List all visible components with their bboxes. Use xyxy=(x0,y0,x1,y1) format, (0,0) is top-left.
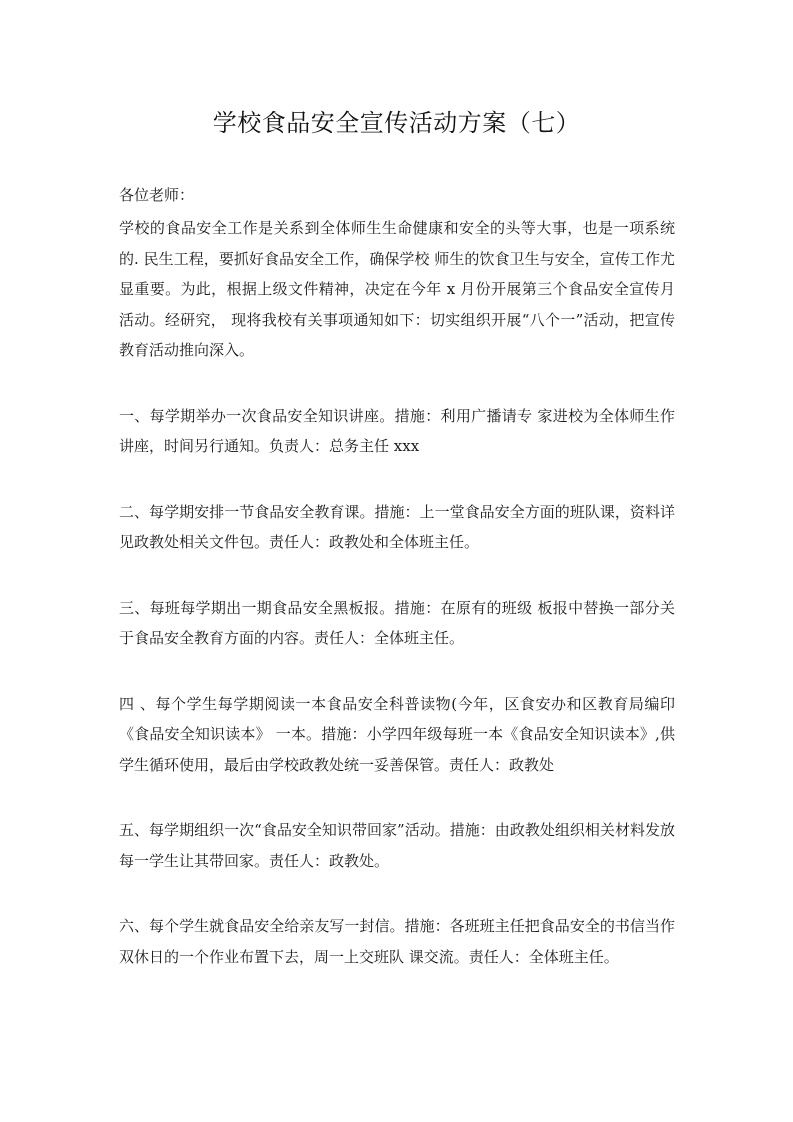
measure-item-4: 四 、每个学生每学期阅读一本食品安全科普读物(今年，区食安办和区教育局编印《食品安全知识读本》 一本。措施：小学四年级每班一本《食品安全知识读本》,供学生循环使用，最后由学校政教处统一妥善保管。责任人：政教处 xyxy=(119,694,675,774)
measure-item-6: 六、每个学生就食品安全给亲友写一封信。措施：各班班主任把食品安全的书信当作双休日的一个作业布置下去，周一上交班队 课交流。责任人：全体班主任。 xyxy=(119,917,675,966)
greeting: 各位老师： xyxy=(119,186,195,204)
intro-paragraph: 学校的食品安全工作是关系到全体师生生命健康和安全的头等大事，也是一项系统的. 民生工程，要抓好食品安全工作，确保学校 师生的饮食卫生与安全，宣传工作尤显重要。为此，根据上级文件精神，决定在今年 x 月份开展第三个食品安全宣传月活动。经研究， 现将我校有关事项通知如下：切实组织开展“八个一”活动，把宣传教育活动推向深入。 xyxy=(119,219,675,359)
measure-item-1: 一、每学期举办一次食品安全知识讲座。措施：利用广播请专 家进校为全体师生作讲座，时间另行通知。负责人：总务主任 xxx xyxy=(119,406,675,455)
measure-item-5: 五、每学期组织一次“食品安全知识带回家”活动。措施：由政教处组织相关材料发放每一学生让其带回家。责任人：政教处。 xyxy=(119,821,675,870)
measure-item-2: 二、每学期安排一节食品安全教育课。措施：上一堂食品安全方面的班队课，资料详见政教处相关文件包。责任人：政教处和全体班主任。 xyxy=(119,502,675,551)
measure-item-3: 三、每班每学期出一期食品安全黑板报。措施：在原有的班级 板报中替换一部分关于食品安全教育方面的内容。责任人：全体班主任。 xyxy=(119,598,675,647)
document-body xyxy=(119,180,675,1007)
document-title: 学校食品安全宣传活动方案（七） xyxy=(212,109,581,137)
